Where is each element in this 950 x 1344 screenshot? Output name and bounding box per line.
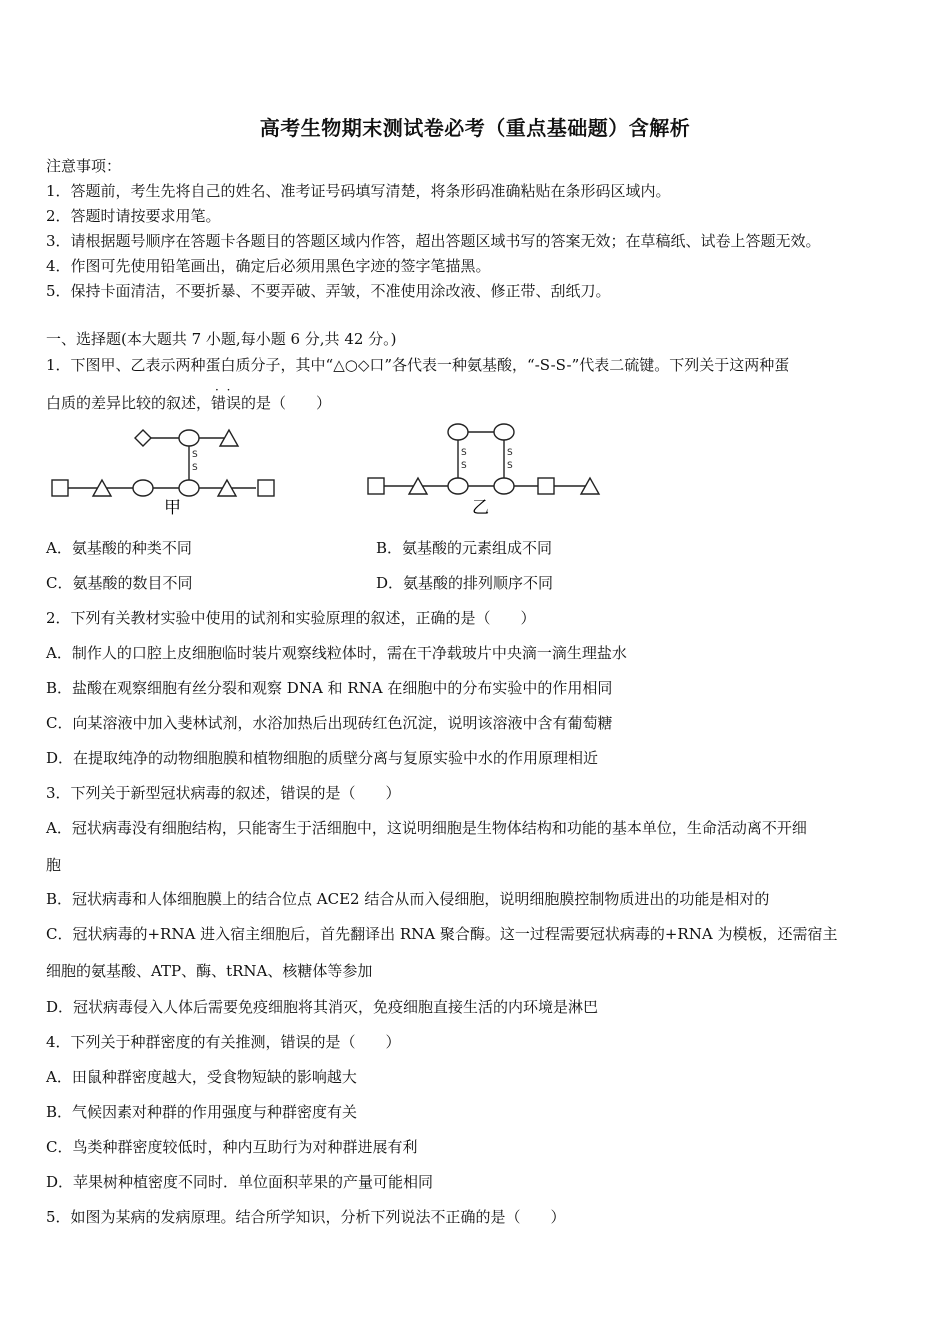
q2-option-c: C．向某溶液中加入斐林试剂，水浴加热后出现砖红色沉淀，说明该溶液中含有葡萄糖 bbox=[46, 714, 613, 732]
q3-option-c-line1: C．冠状病毒的+RNA 进入宿主细胞后，首先翻译出 RNA 聚合酶。这一过程需要冠状病毒的+RNA 为模板，还需宿主 bbox=[46, 925, 838, 943]
q3-option-a-line1: A．冠状病毒没有细胞结构，只能寄生于活细胞中，这说明细胞是生物体结构和功能的基本单位，生命活动离不开细 bbox=[46, 819, 807, 837]
jia-s-1: S bbox=[192, 450, 198, 460]
q2-option-d: D．在提取纯净的动物细胞膜和植物细胞的质壁分离与复原实验中水的作用原理相近 bbox=[46, 749, 599, 767]
notice-item-3: 3．请根据题号顺序在答题卡各题目的答题区域内作答，超出答题区域书写的答案无效；在草稿纸、试卷上答题无效。 bbox=[46, 232, 821, 250]
q2-stem: 2．下列有关教材实验中使用的试剂和实验原理的叙述，正确的是（ ） bbox=[46, 609, 536, 627]
yi-s-2: S bbox=[461, 461, 467, 471]
q4-stem: 4．下列关于种群密度的有关推测，错误的是（ ） bbox=[46, 1033, 401, 1051]
notice-item-4: 4．作图可先使用铅笔画出，确定后必须用黑色字迹的签字笔描黑。 bbox=[46, 257, 491, 275]
yi-circle-top-1 bbox=[448, 424, 468, 440]
q3-option-c-line2: 细胞的氨基酸、ATP、酶、tRNA、核糖体等参加 bbox=[46, 962, 373, 980]
jia-circle-top bbox=[179, 430, 199, 446]
q2-option-b: B．盐酸在观察细胞有丝分裂和观察 DNA 和 RNA 在细胞中的分布实验中的作用相同 bbox=[46, 679, 613, 697]
yi-s-1: S bbox=[461, 448, 467, 458]
q1-option-b: B．氨基酸的元素组成不同 bbox=[376, 539, 553, 557]
protein-diagram-svg bbox=[46, 420, 606, 520]
yi-s-3: S bbox=[507, 448, 513, 458]
q1-stem-line2 bbox=[46, 392, 331, 413]
yi-circle-2 bbox=[494, 478, 514, 494]
yi-s-4: S bbox=[507, 461, 513, 471]
notice-item-5: 5．保持卡面清洁，不要折暴、不要弄破、弄皱，不准使用涂改液、修正带、刮纸刀。 bbox=[46, 282, 611, 300]
q4-option-c: C．鸟类种群密度较低时，种内互助行为对种群进展有利 bbox=[46, 1138, 418, 1156]
q1-stem-line1: 1．下图甲、乙表示两种蛋白质分子，其中“△○◇口”各代表一种氨基酸，“-S-S-”代表二硫键。下列关于这两种蛋 bbox=[46, 356, 790, 374]
jia-diamond bbox=[135, 430, 151, 446]
jia-s-2: S bbox=[192, 463, 198, 473]
q5-stem: 5．如图为某病的发病原理。结合所学知识，分析下列说法不正确的是（ ） bbox=[46, 1208, 566, 1226]
q3-option-b: B．冠状病毒和人体细胞膜上的结合位点 ACE2 结合从而入侵细胞，说明细胞膜控制物质进出的功能是相对的 bbox=[46, 890, 770, 908]
label-yi: 乙 bbox=[472, 498, 489, 518]
notice-item-2: 2．答题时请按要求用笔。 bbox=[46, 207, 221, 225]
q1-emphasis-word: · · 错误 bbox=[211, 394, 241, 412]
q3-option-d: D．冠状病毒侵入人体后需要免疫细胞将其消灭，免疫细胞直接生活的内环境是淋巴 bbox=[46, 998, 599, 1016]
page-title: 高考生物期末测试卷必考（重点基础题）含解析 bbox=[259, 116, 691, 140]
q1-option-c: C．氨基酸的数目不同 bbox=[46, 574, 193, 592]
q1-option-a: A．氨基酸的种类不同 bbox=[46, 539, 192, 557]
notice-item-1: 1．答题前，考生先将自己的姓名、准考证号码填写清楚，将条形码准确粘贴在条形码区域内。 bbox=[46, 182, 671, 200]
yi-square-1 bbox=[368, 478, 384, 494]
jia-square-2 bbox=[258, 480, 274, 496]
section-heading: 一、选择题(本大题共 7 小题,每小题 6 分,共 42 分。) bbox=[46, 330, 397, 348]
jia-square-1 bbox=[52, 480, 68, 496]
jia-circle-2 bbox=[179, 480, 199, 496]
q1-stem-text: 白质的差异比较的叙述， bbox=[46, 394, 212, 412]
notice-heading: 注意事项： bbox=[46, 157, 122, 175]
q3-stem: 3．下列关于新型冠状病毒的叙述，错误的是（ ） bbox=[46, 784, 401, 802]
q4-option-b: B．气候因素对种群的作用强度与种群密度有关 bbox=[46, 1103, 358, 1121]
q3-option-a-line2: 胞 bbox=[46, 856, 62, 874]
jia-circle-1 bbox=[133, 480, 153, 496]
protein-diagram bbox=[46, 420, 606, 520]
q4-option-a: A．田鼠种群密度越大，受食物短缺的影响越大 bbox=[46, 1068, 357, 1086]
label-jia: 甲 bbox=[164, 498, 181, 518]
yi-circle-1 bbox=[448, 478, 468, 494]
q4-option-d: D．苹果树种植密度不同时．单位面积苹果的产量可能相同 bbox=[46, 1173, 434, 1191]
yi-circle-top-2 bbox=[494, 424, 514, 440]
q1-stem-blank: 的是（ ） bbox=[241, 394, 332, 412]
q1-option-d: D．氨基酸的排列顺序不同 bbox=[376, 574, 554, 592]
q2-option-a: A．制作人的口腔上皮细胞临时装片观察线粒体时，需在干净载玻片中央滴一滴生理盐水 bbox=[46, 644, 627, 662]
yi-square-2 bbox=[538, 478, 554, 494]
